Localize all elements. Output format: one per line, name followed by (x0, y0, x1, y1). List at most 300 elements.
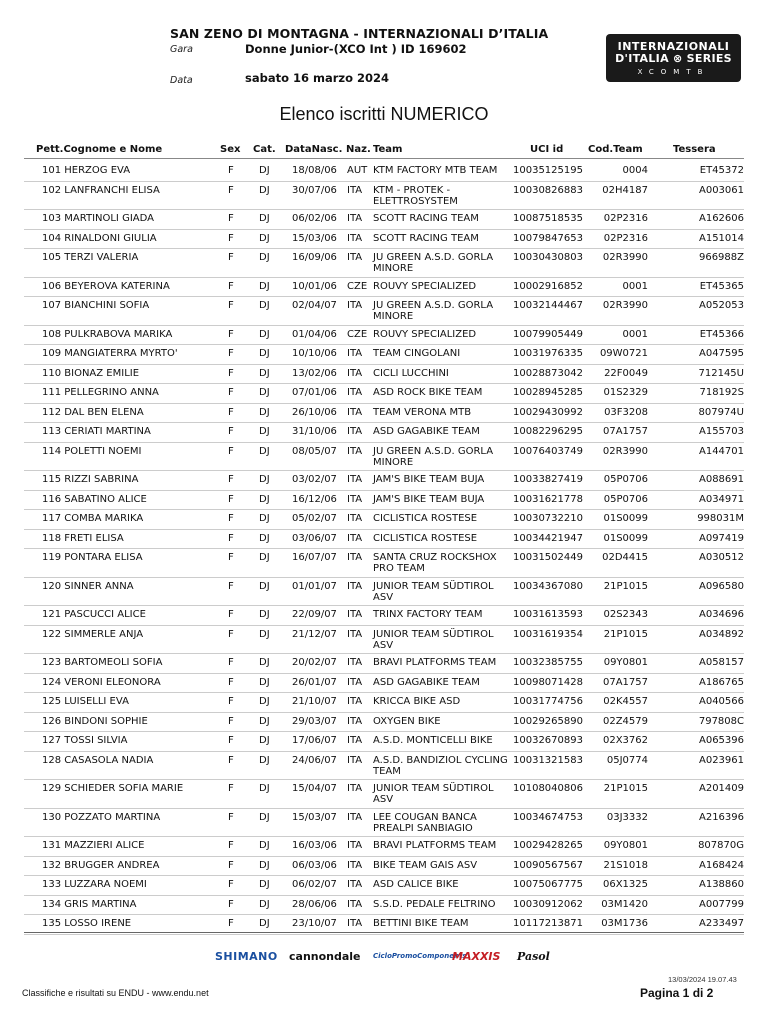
cell-tessera: A058157 (698, 657, 744, 668)
cell-name: 111 PELLEGRINO ANNA (42, 387, 159, 398)
cell-tessera: 712145U (698, 367, 744, 379)
cell-team: TEAM CINGOLANI (373, 348, 461, 359)
row-divider (24, 577, 744, 578)
event-title: SAN ZENO DI MONTAGNA - INTERNAZIONALI D’ITALIA (170, 26, 549, 41)
sponsor-bar (0, 950, 768, 970)
cell-cat: DJ (259, 445, 270, 457)
cell-name: 107 BIANCHINI SOFIA (42, 300, 150, 311)
cell-uci: 10032670893 (513, 735, 583, 746)
cell-cat: DJ (259, 532, 270, 544)
cell-name: 134 GRIS MARTINA (42, 898, 137, 910)
cell-naz: CZE (347, 280, 368, 292)
cell-tessera: A216396 (698, 811, 744, 823)
logo-line3: XCOMTB (637, 68, 710, 76)
cell-naz: ITA (347, 213, 363, 224)
cell-cod: 21P1015 (603, 783, 648, 794)
cell-team: BIKE TEAM GAIS ASV (373, 859, 478, 871)
row-divider (24, 296, 744, 297)
row-divider (24, 509, 744, 510)
cell-cat: DJ (259, 213, 270, 224)
row-divider (24, 325, 744, 326)
cell-date: 03/02/07 (292, 474, 337, 485)
col-uci: UCI id (530, 144, 564, 155)
row-divider (24, 277, 744, 278)
cell-cat: DJ (259, 513, 270, 524)
cell-team: ASD CALICE BIKE (373, 879, 459, 890)
cell-cat: DJ (259, 348, 270, 359)
cell-cat: DJ (259, 657, 270, 668)
cell-sex: F (228, 754, 234, 766)
cell-team: SCOTT RACING TEAM (373, 232, 479, 244)
cell-cat: DJ (259, 184, 270, 196)
cell-uci: 10098071428 (513, 676, 583, 688)
cell-naz: ITA (347, 580, 363, 592)
cell-sex: F (228, 840, 234, 851)
cell-sex: F (228, 184, 234, 196)
cell-name: 120 SINNER ANNA (42, 580, 134, 592)
cell-uci: 10031619354 (513, 628, 583, 640)
cell-uci: 10031321583 (513, 754, 583, 766)
cell-name: 104 RINALDONI GIULIA (42, 232, 157, 244)
row-divider (24, 605, 744, 606)
cell-tessera: ET45365 (699, 280, 744, 292)
cell-cod: 0004 (622, 165, 648, 176)
data-label: Data (170, 75, 193, 86)
cell-name: 133 LUZZARA NOEMI (42, 879, 147, 890)
cell-team: JU GREEN A.S.D. GORLA MINORE (373, 252, 494, 274)
cell-naz: ITA (347, 474, 363, 485)
cell-name: 124 VERONI ELEONORA (42, 676, 161, 688)
cell-uci: 10033827419 (513, 474, 583, 485)
cell-name: 119 PONTARA ELISA (42, 552, 143, 563)
row-divider (24, 779, 744, 780)
sponsor-ciclopromo-logo: CicloPromoComponents (373, 952, 467, 960)
cell-tessera: A034971 (698, 493, 744, 505)
cell-name: 102 LANFRANCHI ELISA (42, 184, 160, 196)
cell-date: 29/03/07 (292, 715, 337, 727)
cell-tessera: 807974U (698, 406, 744, 418)
cell-team: A.S.D. BANDIZIOL CYCLING TEAM (373, 754, 508, 777)
cell-cat: DJ (259, 328, 270, 340)
cell-cod: 09Y0801 (603, 840, 648, 851)
cell-sex: F (228, 232, 234, 244)
cell-name: 115 RIZZI SABRINA (42, 474, 139, 485)
cell-naz: ITA (347, 918, 363, 929)
cell-naz: ITA (347, 387, 363, 398)
cell-uci: 10029428265 (513, 840, 583, 851)
cell-cod: 05P0706 (603, 493, 648, 505)
cell-cat: DJ (259, 879, 270, 890)
cell-cod: 05P0706 (603, 474, 648, 485)
cell-tessera: A168424 (698, 859, 744, 871)
cell-cat: DJ (259, 552, 270, 563)
cell-tessera: A088691 (698, 474, 744, 485)
cell-tessera: A003061 (698, 184, 744, 196)
sponsor-cannondale-logo: cannondale (289, 950, 361, 963)
cell-date: 08/05/07 (292, 445, 337, 457)
cell-cat: DJ (259, 406, 270, 418)
cell-cod: 0001 (622, 328, 648, 340)
cell-naz: ITA (347, 513, 363, 524)
cell-uci: 10029430992 (513, 406, 583, 418)
print-timestamp: 13/03/2024 19.07.43 (668, 975, 737, 984)
cell-team: SCOTT RACING TEAM (373, 213, 479, 224)
cell-cod: 06X1325 (602, 879, 648, 890)
cell-name: 101 HERZOG EVA (42, 165, 131, 176)
cell-cod: 02K4557 (603, 696, 648, 707)
cell-date: 28/06/06 (292, 898, 337, 910)
cell-date: 07/01/06 (292, 387, 337, 398)
cell-date: 06/02/06 (292, 213, 337, 224)
cell-team: JU GREEN A.S.D. GORLA MINORE (373, 445, 494, 468)
cell-date: 06/02/07 (292, 879, 337, 890)
cell-team: ROUVY SPECIALIZED (373, 280, 477, 292)
cell-team: JUNIOR TEAM SÜDTIROL ASV (373, 628, 494, 651)
gara-value: Donne Junior-(XCO Int ) ID 169602 (245, 42, 467, 56)
cell-team: SANTA CRUZ ROCKSHOX PRO TEAM (373, 552, 497, 574)
cell-name: 109 MANGIATERRA MYRTO' (42, 348, 178, 359)
row-divider (24, 731, 744, 732)
cell-team: BRAVI PLATFORMS TEAM (373, 657, 497, 668)
cell-tessera: A233497 (698, 918, 744, 929)
cell-date: 26/10/06 (292, 406, 337, 418)
row-divider (24, 442, 744, 443)
cell-sex: F (228, 676, 234, 688)
cell-naz: ITA (347, 628, 363, 640)
cell-naz: ITA (347, 754, 363, 766)
cell-sex: F (228, 213, 234, 224)
cell-date: 05/02/07 (292, 513, 337, 524)
cell-cat: DJ (259, 609, 270, 620)
cell-tessera: A151014 (698, 232, 744, 244)
cell-sex: F (228, 898, 234, 910)
cell-tessera: 797808C (698, 715, 744, 727)
cell-team: BRAVI PLATFORMS TEAM (373, 840, 497, 851)
cell-sex: F (228, 783, 234, 794)
cell-cat: DJ (259, 628, 270, 640)
cell-tessera: 966988Z (698, 252, 744, 263)
cell-team: TEAM VERONA MTB (373, 406, 472, 418)
cell-naz: ITA (347, 715, 363, 727)
cell-sex: F (228, 493, 234, 505)
cell-name: 114 POLETTI NOEMI (42, 445, 142, 457)
cell-sex: F (228, 552, 234, 563)
cell-naz: ITA (347, 676, 363, 688)
cell-naz: ITA (347, 811, 363, 823)
cell-date: 21/10/07 (292, 696, 337, 707)
cell-sex: F (228, 367, 234, 379)
cell-tessera: A023961 (698, 754, 744, 766)
cell-cod: 03J3332 (606, 811, 648, 823)
cell-name: 125 LUISELLI EVA (42, 696, 129, 707)
cell-sex: F (228, 513, 234, 524)
cell-date: 13/02/06 (292, 367, 337, 379)
sponsor-pasol-logo: Pasol (517, 950, 550, 963)
row-divider (24, 836, 744, 837)
cell-sex: F (228, 657, 234, 668)
row-divider (24, 875, 744, 876)
cell-cat: DJ (259, 426, 270, 437)
cell-name: 117 COMBA MARIKA (42, 513, 144, 524)
cell-sex: F (228, 445, 234, 457)
cell-tessera: ET45372 (699, 165, 744, 176)
cell-tessera: A030512 (698, 552, 744, 563)
table-bottom-divider (24, 932, 744, 933)
cell-cod: 0001 (622, 280, 648, 292)
cell-sex: F (228, 406, 234, 418)
cell-naz: ITA (347, 445, 363, 457)
cell-team: CICLISTICA ROSTESE (373, 513, 478, 524)
cell-sex: F (228, 811, 234, 823)
cell-name: 118 FRETI ELISA (42, 532, 124, 544)
cell-team: OXYGEN BIKE (373, 715, 441, 727)
cell-cod: 02P2316 (603, 213, 648, 224)
cell-name: 130 POZZATO MARTINA (42, 811, 161, 823)
cell-date: 26/01/07 (292, 676, 337, 688)
cell-date: 18/08/06 (292, 165, 337, 176)
cell-cod: 02R3990 (602, 300, 648, 311)
cell-name: 123 BARTOMEOLI SOFIA (42, 657, 163, 668)
cell-tessera: A040566 (698, 696, 744, 707)
cell-cat: DJ (259, 754, 270, 766)
cell-cat: DJ (259, 474, 270, 485)
cell-cat: DJ (259, 918, 270, 929)
cell-sex: F (228, 879, 234, 890)
cell-date: 02/04/07 (292, 300, 337, 311)
cell-cod: 02D4415 (602, 552, 648, 563)
cell-name: 105 TERZI VALERIA (42, 252, 139, 263)
cell-date: 15/04/07 (292, 783, 337, 794)
cell-naz: ITA (347, 552, 363, 563)
cell-uci: 10032144467 (513, 300, 583, 311)
cell-date: 31/10/06 (292, 426, 337, 437)
cell-naz: ITA (347, 696, 363, 707)
cell-uci: 10034367080 (513, 580, 583, 592)
cell-date: 10/10/06 (292, 348, 337, 359)
cell-sex: F (228, 532, 234, 544)
page-title: Elenco iscritti NUMERICO (279, 104, 489, 124)
col-team: Team (373, 144, 403, 155)
cell-cat: DJ (259, 840, 270, 851)
cell-naz: ITA (347, 657, 363, 668)
cell-date: 20/02/07 (292, 657, 337, 668)
col-tessera: Tessera (673, 144, 716, 155)
cell-uci: 10031976335 (513, 348, 583, 359)
cell-uci: 10029265890 (513, 715, 583, 727)
page-indicator: Pagina 1 di 2 (640, 986, 714, 1000)
cell-team: KTM FACTORY MTB TEAM (373, 165, 498, 176)
col-cod: Cod.Team (588, 144, 643, 155)
cell-sex: F (228, 426, 234, 437)
cell-tessera: A007799 (698, 898, 744, 910)
cell-sex: F (228, 474, 234, 485)
col-naz: Naz. (346, 144, 371, 155)
cell-date: 15/03/07 (292, 811, 337, 823)
cell-naz: ITA (347, 840, 363, 851)
cell-name: 128 CASASOLA NADIA (42, 754, 154, 766)
cell-sex: F (228, 735, 234, 746)
cell-uci: 10030826883 (513, 184, 583, 196)
cell-date: 16/03/06 (292, 840, 337, 851)
cell-tessera: A052053 (698, 300, 744, 311)
cell-name: 103 MARTINOLI GIADA (42, 213, 154, 224)
row-divider (24, 344, 744, 345)
cell-uci: 10031502449 (513, 552, 583, 563)
sponsor-shimano-logo: SHIMANO (215, 950, 278, 963)
row-divider (24, 229, 744, 230)
cell-naz: ITA (347, 348, 363, 359)
cell-cat: DJ (259, 696, 270, 707)
cell-uci: 10079847653 (513, 232, 583, 244)
cell-naz: ITA (347, 859, 363, 871)
internazionali-series-logo (606, 34, 741, 82)
cell-cod: 22F0049 (604, 367, 648, 379)
cell-date: 03/06/07 (292, 532, 337, 544)
cell-cod: 05J0774 (606, 754, 648, 766)
cell-uci: 10034421947 (513, 532, 583, 544)
col-cat: Cat. (253, 144, 276, 155)
cell-name: 113 CERIATI MARTINA (42, 426, 151, 437)
cell-cat: DJ (259, 783, 270, 794)
row-divider (24, 712, 744, 713)
cell-uci: 10034674753 (513, 811, 583, 823)
cell-team: A.S.D. MONTICELLI BIKE (373, 735, 493, 746)
row-divider (24, 209, 744, 210)
cell-cod: 02H4187 (602, 184, 648, 196)
cell-naz: AUT (347, 165, 368, 176)
row-divider (24, 422, 744, 423)
cell-uci: 10090567567 (513, 859, 583, 871)
row-divider (24, 692, 744, 693)
cell-sex: F (228, 609, 234, 620)
cell-sex: F (228, 300, 234, 311)
row-divider (24, 403, 744, 404)
cell-uci: 10031774756 (513, 696, 583, 707)
cell-name: 132 BRUGGER ANDREA (42, 859, 160, 871)
cell-naz: ITA (347, 232, 363, 244)
cell-uci: 10076403749 (513, 445, 583, 457)
cell-cat: DJ (259, 387, 270, 398)
cell-team: BETTINI BIKE TEAM (373, 918, 469, 929)
row-divider (24, 248, 744, 249)
cell-sex: F (228, 580, 234, 592)
cell-team: JUNIOR TEAM SÜDTIROL ASV (373, 580, 494, 603)
cell-team: JAM'S BIKE TEAM BUJA (373, 474, 485, 485)
cell-cat: DJ (259, 232, 270, 244)
cell-cat: DJ (259, 300, 270, 311)
cell-team: ASD ROCK BIKE TEAM (373, 387, 483, 398)
cell-cat: DJ (259, 859, 270, 871)
cell-cat: DJ (259, 165, 270, 176)
cell-naz: ITA (347, 532, 363, 544)
cell-date: 15/03/06 (292, 232, 337, 244)
cell-team: JAM'S BIKE TEAM BUJA (373, 493, 485, 505)
row-divider (24, 895, 744, 896)
cell-uci: 10032385755 (513, 657, 583, 668)
cell-uci: 10075067775 (513, 879, 583, 890)
cell-tessera: 998031M (697, 513, 744, 524)
cell-uci: 10117213871 (513, 918, 583, 929)
cell-tessera: A162606 (698, 213, 744, 224)
cell-sex: F (228, 252, 234, 263)
cell-cod: 07A1757 (602, 426, 648, 437)
cell-naz: ITA (347, 783, 363, 794)
row-divider (24, 490, 744, 491)
cell-date: 24/06/07 (292, 754, 337, 766)
row-divider (24, 653, 744, 654)
row-divider (24, 673, 744, 674)
cell-naz: ITA (347, 426, 363, 437)
cell-date: 23/10/07 (292, 918, 337, 929)
cell-name: 126 BINDONI SOPHIE (42, 715, 148, 727)
sponsor-maxxis-logo: MAXXIS (452, 950, 501, 963)
cell-cat: DJ (259, 580, 270, 592)
cell-tessera: A034892 (698, 628, 744, 640)
cell-cat: DJ (259, 811, 270, 823)
cell-team: ROUVY SPECIALIZED (373, 328, 477, 340)
header-divider (24, 158, 744, 159)
col-date: DataNasc. (285, 144, 343, 155)
cell-date: 10/01/06 (292, 280, 337, 292)
cell-name: 112 DAL BEN ELENA (42, 406, 144, 418)
data-value: sabato 16 marzo 2024 (245, 71, 390, 85)
cell-name: 106 BEYEROVA KATERINA (42, 280, 170, 292)
cell-sex: F (228, 918, 234, 929)
cell-name: 110 BIONAZ EMILIE (42, 367, 140, 379)
logo-line2: D'ITALIA ⊗ SERIES (615, 52, 732, 65)
row-divider (24, 808, 744, 809)
cell-team: TRINX FACTORY TEAM (373, 609, 483, 620)
row-divider (24, 751, 744, 752)
cell-uci: 10079905449 (513, 328, 583, 340)
cell-uci: 10031621778 (513, 493, 583, 505)
cell-naz: ITA (347, 252, 363, 263)
cell-team: ASD GAGABIKE TEAM (373, 676, 480, 688)
cell-tessera: A047595 (698, 348, 744, 359)
cell-naz: ITA (347, 735, 363, 746)
cell-tessera: 718192S (699, 387, 744, 398)
cell-sex: F (228, 715, 234, 727)
cell-sex: F (228, 348, 234, 359)
cell-cat: DJ (259, 493, 270, 505)
cell-sex: F (228, 280, 234, 292)
cell-uci: 10030912062 (513, 898, 583, 910)
cell-uci: 10028945285 (513, 387, 583, 398)
cell-team: JU GREEN A.S.D. GORLA MINORE (373, 300, 494, 322)
cell-cod: 01S0099 (603, 513, 648, 524)
cell-cod: 02R3990 (602, 252, 648, 263)
col-name: Pett.Cognome e Nome (36, 144, 163, 155)
cell-team: S.S.D. PEDALE FELTRINO (373, 898, 496, 910)
cell-cod: 21S1018 (603, 859, 648, 871)
cell-date: 21/12/07 (292, 628, 337, 640)
row-divider (24, 383, 744, 384)
cell-team: CICLI LUCCHINI (373, 367, 449, 379)
cell-uci: 10035125195 (513, 165, 583, 176)
cell-name: 121 PASCUCCI ALICE (42, 609, 146, 620)
cell-cod: 02Z4579 (602, 715, 648, 727)
cell-cat: DJ (259, 280, 270, 292)
cell-date: 01/04/06 (292, 328, 337, 340)
cell-sex: F (228, 328, 234, 340)
row-divider (24, 181, 744, 182)
cell-date: 06/03/06 (292, 859, 337, 871)
footer-endu-link[interactable]: Classifiche e risultati su ENDU - www.endu.net (22, 988, 209, 998)
cell-cod: 01S2329 (603, 387, 648, 398)
cell-cod: 02P2316 (603, 232, 648, 244)
cell-naz: ITA (347, 609, 363, 620)
cell-uci: 10082296295 (513, 426, 583, 437)
